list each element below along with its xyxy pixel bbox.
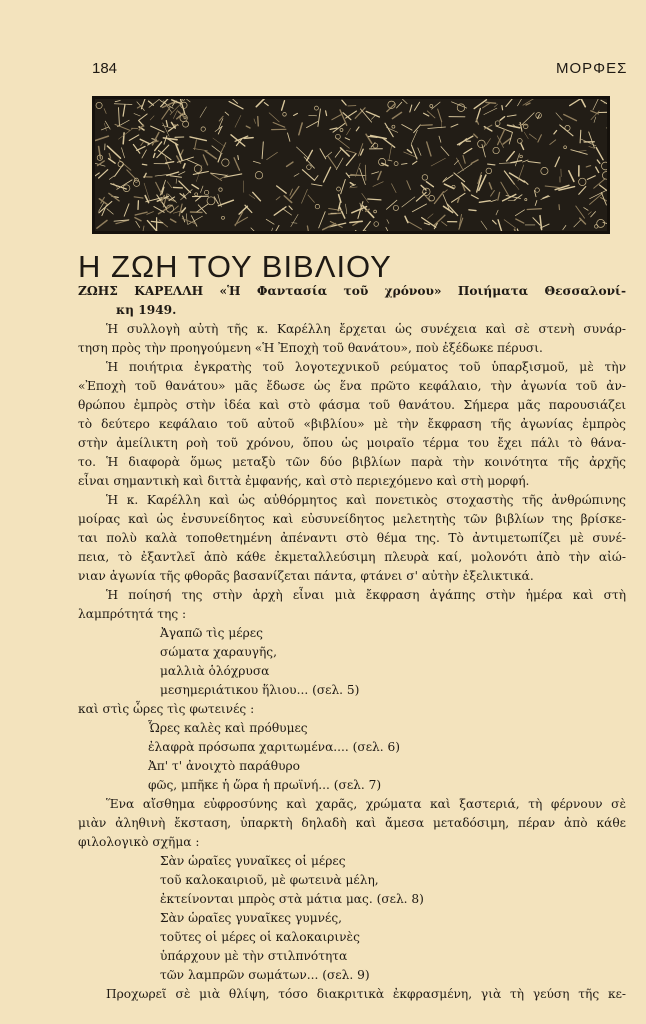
text-line: μοίρας καὶ ὡς ἐνσυνείδητος καὶ εὐσυνείδητος μελετητὴς τῶν βιβλίων της βρίσκε- — [78, 512, 626, 526]
verse-line: ἐλαφρὰ πρόσωπα χαριτωμένα.... (σελ. 6) — [148, 740, 401, 754]
text-line: Ἡ συλλογὴ αὐτὴ τῆς κ. Καρέλλη ἔρχεται ὡς συνέχεια καὶ σὲ στενὴ συνάρ- — [106, 322, 626, 336]
text-line: το. Ἡ διαφορὰ ὅμως μεταξὺ τῶν δύο βιβλίων παρὰ τὴν κοινότητα τῆς ἀρχῆς — [78, 455, 626, 469]
text-line: «Ἐποχὴ τοῦ θανάτου» μᾶς ἔδωσε ὡς ἕνα πρῶτο κεφάλαιο, τὴν ἀγωνία τοῦ ἀν- — [78, 379, 626, 393]
text-line: μιὰν ἀληθινὴ ἔκσταση, ὑπαρκτὴ δηλαδὴ καὶ ἄμεσα μεταδόσιμη, πέραν ἀπὸ κάθε — [78, 816, 626, 830]
verse-line: μαλλιὰ ὁλόχρυσα — [160, 664, 270, 678]
verse-line: Ἀγαπῶ τὶς μέρες — [160, 626, 263, 640]
paragraph-5 — [78, 795, 626, 852]
verse-line: Ὧρες καλὲς καὶ πρόθυμες — [148, 721, 308, 735]
woodcut-illustration — [92, 96, 610, 234]
verse-line: ὑπάρχουν μὲ τὴν στιλπνότητα — [160, 949, 348, 963]
text-line: ται πολὺ καλὰ τοποθετημένη ἀπέναντι στὸ θέμα της. Τὸ ἀντιμετωπίζει μὲ συνέ- — [78, 531, 626, 545]
verse-line: σώματα χαραυγῆς, — [160, 645, 277, 659]
text-line: φιλολογικὸ σχῆμα : — [78, 835, 200, 849]
verse-line: ἐκτείνονται μπρὸς στὰ μάτια μας. (σελ. 8) — [160, 892, 424, 906]
paragraph-2 — [78, 358, 626, 491]
text-line: στὴν ἀμείλικτη ροὴ τοῦ χρόνου, ὅπου ὡς μοιραῖο τέρμα του ἔχει πάλι τὸ θάνα- — [78, 436, 626, 450]
text-line: νιαν ἀγωνία τῆς φθορᾶς βασανίζεται πάντα, φτάνει σ' αὐτὴν ἐξελικτικά. — [78, 569, 534, 583]
verse-line: φῶς, μπῆκε ἡ ὥρα ἡ πρωϊνή... (σελ. 7) — [148, 778, 382, 792]
paragraph-4 — [78, 586, 626, 624]
verse-quote-3 — [78, 852, 626, 985]
verse-quote-2 — [78, 719, 626, 795]
text-line: Ἡ κ. Καρέλλη καὶ ὡς αὐθόρμητος καὶ πονετικὸς στοχαστὴς τῆς ἀνθρώπινης — [106, 493, 626, 507]
section-title: Η ΖΩΗ ΤΟΥ ΒΙΒΛΙΟΥ — [78, 249, 392, 284]
text-line: πεια, τὸ ἐξαντλεῖ ἀπὸ κάθε ἐκμεταλλεύσιμη πλευρὰ καί, μολονότι ἀπὸ τὴν αἰώ- — [78, 550, 626, 564]
page-number: 184 — [92, 60, 118, 77]
citation-line: κη 1949. — [116, 303, 177, 317]
text-line: Ἕνα αἴσθημα εὐφροσύνης καὶ χαρᾶς, χρώματα καὶ ξαστεριά, τὴ φέρνουν σὲ — [106, 797, 626, 811]
text-line: εἶναι σημαντικὴ καὶ διττὰ ἐμφανής, καὶ στὸ περιεχόμενο καὶ στὴ μορφή. — [78, 474, 530, 488]
verse-line: Ἀπ' τ' ἀνοιχτὸ παράθυρο — [148, 759, 300, 773]
verse-line: τοῦ καλοκαιριοῦ, μὲ φωτεινὰ μέλη, — [160, 873, 379, 887]
citation-line: ΖΩΗΣ ΚΑΡΕΛΛΗ «Ἡ Φαντασία τοῦ χρόνου» Ποιήματα Θεσσαλονί- — [78, 284, 626, 298]
text-line: τὸ δεύτερο κεφάλαιο τοῦ αὐτοῦ «βιβλίου» μὲ τὴν ἔκφραση τῆς ἀγωνίας ἐμπρὸς — [78, 417, 626, 431]
text-line: τηση πρὸς τὴν προηγούμενη «Ἡ Ἐποχὴ τοῦ θανάτου», ποὺ ἐξέδωκε πέρυσι. — [78, 341, 543, 355]
verse-line: μεσημεριάτικου ἥλιου... (σελ. 5) — [160, 683, 360, 697]
text-line: Ἡ ποίησή της στὴν ἀρχὴ εἶναι μιὰ ἔκφραση ἀγάπης στὴν ἡμέρα καὶ στὴ — [106, 588, 626, 602]
text-line: λαμπρότητά της : — [78, 607, 187, 621]
text-line: Προχωρεῖ σὲ μιὰ θλίψη, τόσο διακριτικὰ ἐκφρασμένη, γιὰ τὴ γεύση τῆς κε- — [106, 987, 626, 1001]
journal-title: ΜΟΡΦΕΣ — [556, 60, 628, 77]
paragraph-1 — [78, 320, 626, 358]
text-line: Ἡ ποιήτρια ἐγκρατὴς τοῦ λογοτεχνικοῦ ρεύματος τοῦ ὑπαρξισμοῦ, μὲ τὴν — [106, 360, 626, 374]
article-body — [78, 282, 626, 1004]
text-line: καὶ στὶς ὧρες τὶς φωτεινές : — [78, 702, 255, 716]
verse-quote-1 — [78, 624, 626, 700]
verse-line: τῶν λαμπρῶν σωμάτων... (σελ. 9) — [160, 968, 370, 982]
paragraph-3 — [78, 491, 626, 586]
woodcut-pattern — [95, 99, 607, 231]
paragraph-6 — [78, 985, 626, 1004]
verse-line: Σὰν ὡραῖες γυναῖκες γυμνές, — [160, 911, 343, 925]
text-line: θρώπου ἐμπρὸς στὴν ἰδέα καὶ στὸ φάσμα τοῦ θανάτου. Σήμερα μᾶς παρουσιάζει — [78, 398, 626, 412]
verse-line: τοῦτες οἱ μέρες οἱ καλοκαιρινὲς — [160, 930, 360, 944]
verse-line: Σὰν ὡραῖες γυναῖκες οἱ μέρες — [160, 854, 346, 868]
